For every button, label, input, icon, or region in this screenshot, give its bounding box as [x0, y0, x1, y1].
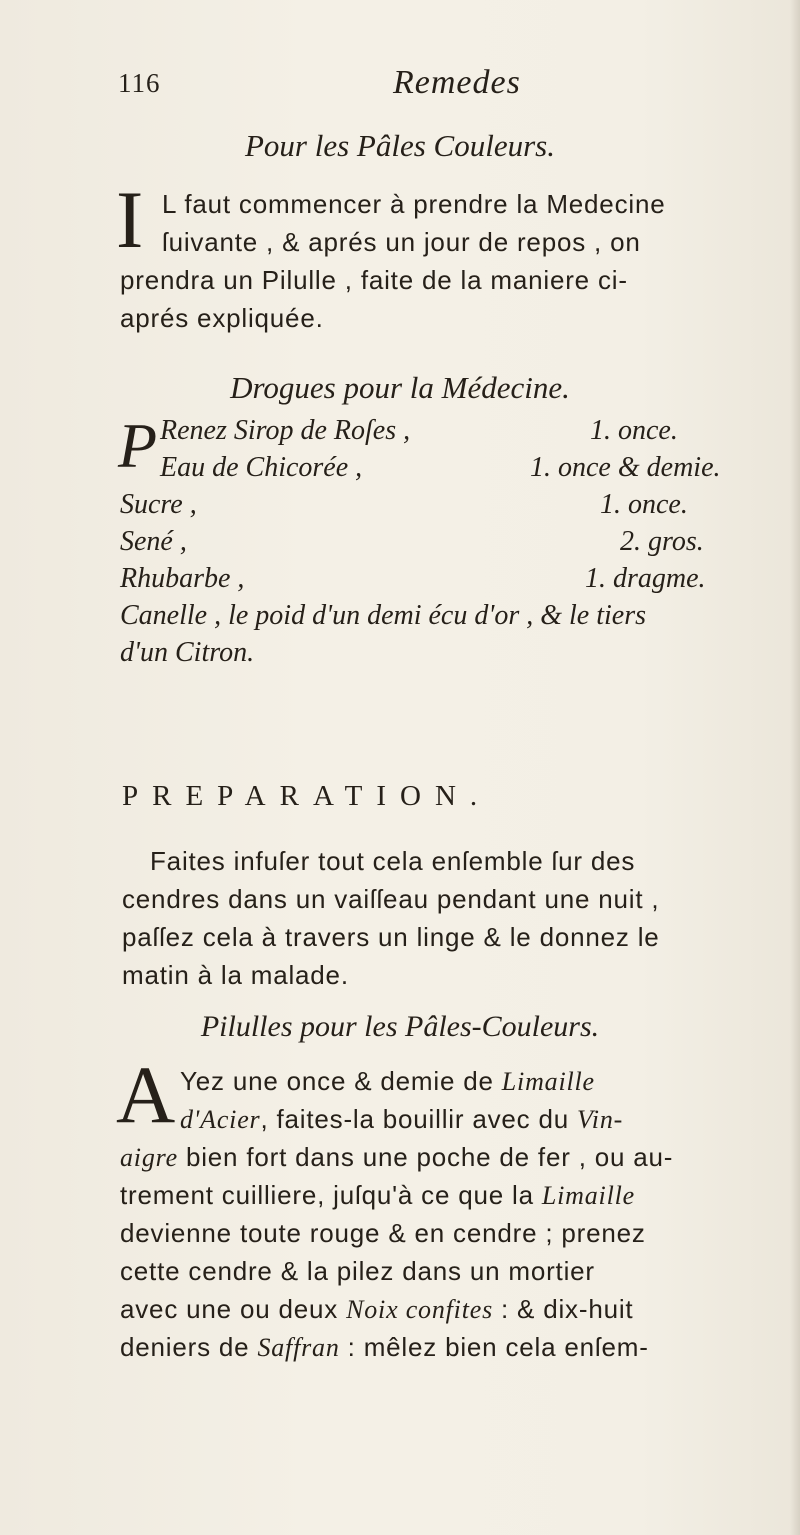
recipe-item-name: Eau de Chicorée ,	[160, 452, 363, 483]
pills-line: deniers de Saffran : mêlez bien cela enſem-	[120, 1332, 649, 1362]
preparation-line: matin à la malade.	[122, 960, 349, 990]
recipe-item-qty: 1. once.	[590, 415, 678, 446]
intro-line: prendra un Pilulle , faite de la maniere ci-	[120, 265, 628, 295]
intro-line: aprés expliquée.	[120, 303, 324, 333]
recipe-last-line: d'un Citron.	[120, 637, 255, 668]
recipe-item-qty: 1. dragme.	[585, 563, 706, 594]
pills-line: d'Acier, faites-la bouillir avec du Vin-	[180, 1104, 624, 1134]
intro-line: ſuivante , & aprés un jour de repos , on	[162, 227, 641, 257]
preparation-line: cendres dans un vaiſſeau pendant une nuit ,	[122, 884, 660, 914]
intro-line: L faut commencer à prendre la Medecine	[162, 189, 666, 219]
recipe-item-name: Sucre ,	[120, 489, 197, 520]
running-title: Remedes	[393, 64, 521, 101]
page-number: 116	[118, 68, 161, 98]
page-edge-shadow	[790, 0, 800, 1535]
section-title: Pour les Pâles Couleurs.	[245, 128, 555, 163]
pills-line: aigre bien fort dans une poche de fer , ou au-	[120, 1142, 674, 1172]
recipe-dropcap: P	[118, 410, 158, 481]
recipe-item-qty: 1. once.	[600, 489, 688, 520]
pills-line: devienne toute rouge & en cendre ; prenez	[120, 1218, 646, 1248]
recipe-item-qty: 1. once & demie.	[530, 452, 721, 483]
recipe-list	[118, 410, 800, 715]
preparation-title: PREPARATION.	[122, 780, 492, 812]
drugs-title: Drogues pour la Médecine.	[230, 370, 570, 405]
running-header	[118, 64, 758, 108]
recipe-item-name: Rhubarbe ,	[120, 563, 245, 594]
recipe-item-name: Renez Sirop de Roſes ,	[160, 415, 411, 446]
pills-line: Yez une once & demie de Limaille	[180, 1066, 595, 1096]
recipe-item-qty: 2. gros.	[620, 526, 704, 557]
pills-line: cette cendre & la pilez dans un mortier	[120, 1256, 595, 1286]
intro-dropcap: I	[116, 174, 145, 265]
recipe-item-name: Sené ,	[120, 526, 187, 557]
preparation-line: paſſez cela à travers un linge & le donnez le	[122, 922, 660, 952]
pills-dropcap: A	[116, 1049, 177, 1140]
pills-line: trement cuilliere, juſqu'à ce que la Limaille	[120, 1180, 635, 1210]
pills-line: avec une ou deux Noix confites : & dix-huit	[120, 1294, 634, 1324]
preparation-line: Faites infuſer tout cela enſemble ſur des	[150, 846, 636, 876]
pills-title: Pilulles pour les Pâles-Couleurs.	[200, 1010, 600, 1043]
recipe-last-line: Canelle , le poid d'un demi écu d'or , & le tiers	[120, 600, 646, 631]
